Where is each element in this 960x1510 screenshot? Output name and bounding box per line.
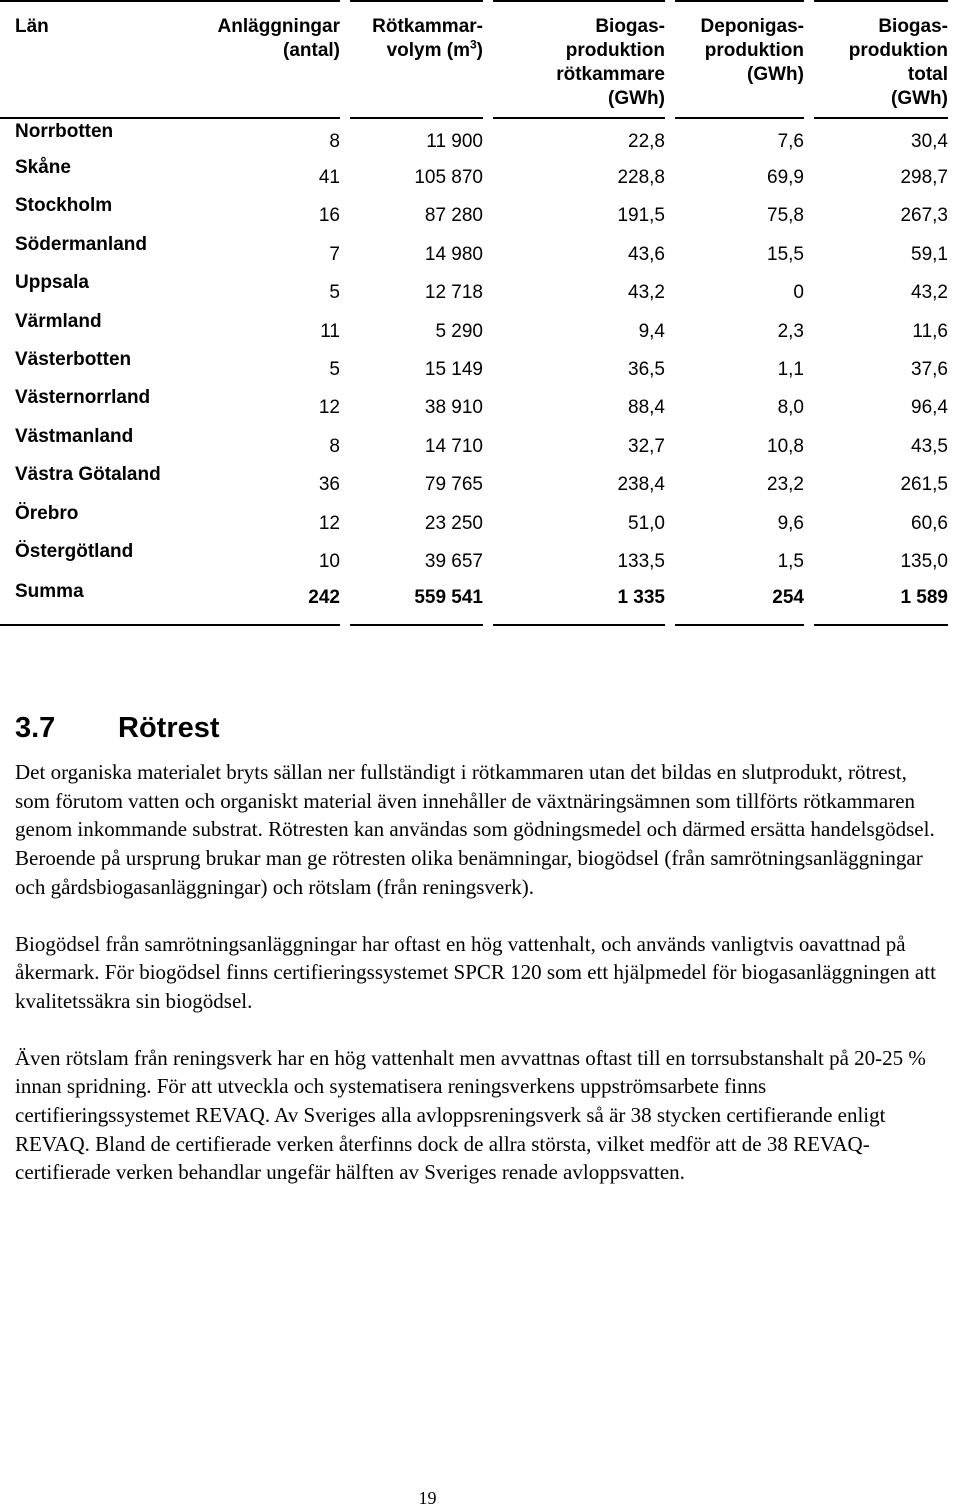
cell-deponigas: 9,6 (777, 512, 804, 534)
cell-biogas-total: 37,6 (911, 358, 948, 380)
cell-anlaggningar: 36 (318, 474, 340, 496)
section-number: 3.7 (15, 712, 56, 744)
cell-biogas-total: 43,2 (911, 282, 948, 304)
cell-volym: 105 870 (414, 167, 483, 188)
cell-deponigas: 2,3 (777, 320, 804, 342)
cell-lan: Uppsala (15, 272, 89, 294)
cell-biogas-total: 59,1 (911, 243, 948, 265)
cell-lan: Västmanland (15, 425, 134, 447)
cell-biogas-rotkammare: 43,6 (628, 243, 665, 265)
cell-biogas-total: 298,7 (900, 167, 948, 188)
cell-volym: 14 710 (424, 435, 483, 457)
cell-lan: Västra Götaland (15, 464, 161, 486)
header-biogas-total: Biogas- produktion total (GWh) (814, 1, 948, 118)
cell-lan: Skåne (15, 157, 71, 178)
cell-biogas-rotkammare: 22,8 (628, 131, 665, 152)
cell-biogas-rotkammare: 228,8 (617, 167, 665, 188)
cell-volym: 38 910 (424, 397, 483, 419)
cell-biogas-total: 135,0 (900, 550, 948, 572)
cell-anlaggningar: 11 (320, 320, 340, 342)
cell-biogas-total: 261,5 (900, 474, 948, 496)
paragraph: Biogödsel från samrötningsanläggningar har oftast en hög vattenhalt, och används vanligtvis oavattnad på åkermark. För biogödsel finns certifieringssystemet SPCR 120 som ett hjälpmedel för biogasanläggningen att kvalitetssäkra sin biogödsel. (15, 931, 936, 1013)
cell-deponigas: 8,0 (777, 397, 804, 419)
cell-biogas-total: 11,6 (912, 320, 948, 342)
summary-volym: 559 541 (350, 587, 483, 627)
cell-biogas-total: 96,4 (911, 397, 948, 419)
cell-lan: Stockholm (15, 195, 113, 217)
cell-anlaggningar: 8 (329, 435, 340, 457)
cell-anlaggningar: 8 (329, 131, 340, 152)
cell-deponigas: 7,6 (777, 131, 804, 152)
cell-deponigas: 10,8 (767, 435, 804, 457)
cell-lan: Västerbotten (15, 348, 132, 370)
cell-deponigas: 23,2 (767, 474, 804, 496)
cell-lan: Örebro (15, 502, 79, 524)
cell-anlaggningar: 41 (318, 167, 340, 188)
paragraph: Det organiska materialet bryts sällan ner fullständigt i rötkammaren utan det bildas en slutprodukt, rötrest, som förutom vatten och organiskt material även innehåller de växtnäringsämnen som tillförts rötkammaren genom inkommande substrat. Rötresten kan användas som gödningsmedel och därmed ersätta handelsgödsel. Beroende på ursprung brukar man ge rötresten olika benämningar, biogödsel (från samrötningsanläggningar och gårdsbiogasanläggningar) och rötslam (från reningsverk). (15, 760, 935, 899)
cell-volym: 15 149 (424, 358, 483, 380)
section-rotrest (15, 708, 945, 1215)
cell-anlaggningar: 16 (318, 205, 340, 227)
cell-lan: Västernorrland (15, 387, 151, 409)
cell-deponigas: 75,8 (767, 205, 804, 227)
cell-deponigas: 0 (793, 282, 804, 304)
cell-biogas-rotkammare: 43,2 (628, 282, 665, 304)
cell-volym: 23 250 (424, 512, 483, 534)
section-heading (15, 708, 945, 748)
paragraph: Även rötslam från reningsverk har en hög vattenhalt men avvattnas oftast till en torrsubstanshalt på 20-25 % innan spridning. För att utveckla och systematisera reningsverkens uppströmsarbete finns certifieringssystemet REVAQ. Av Sveriges alla avloppsreningsverk så är 38 stycken certifierande enligt REVAQ. Bland de certifierade verken återfinns dock de allra största, vilket medför att de 38 REVAQ-certifierade verken behandlar ungefär hälften av Sveriges renade avloppsvatten. (15, 1045, 926, 1185)
cell-deponigas: 1,1 (777, 358, 804, 380)
cell-biogas-total: 43,5 (911, 435, 948, 457)
cell-volym: 12 718 (424, 282, 483, 304)
header-lan: Län (0, 1, 185, 118)
table-body (0, 118, 958, 585)
biogas-production-table (0, 0, 958, 626)
cell-lan: Värmland (15, 310, 102, 332)
cell-volym: 79 765 (424, 474, 483, 496)
cell-volym: 14 980 (424, 243, 483, 265)
cell-deponigas: 15,5 (767, 243, 804, 265)
cell-anlaggningar: 12 (318, 397, 340, 419)
cell-anlaggningar: 5 (329, 358, 340, 380)
biogas-table-container (0, 0, 958, 626)
cell-lan: Östergötland (15, 540, 134, 562)
header-biogas-rotkammare: Biogas- produktion rötkammare (GWh) (493, 1, 665, 118)
page-number: 19 (418, 1488, 437, 1508)
summary-anlaggningar: 242 (185, 587, 340, 627)
header-deponigas: Deponigas- produktion (GWh) (675, 1, 804, 118)
summary-deponigas: 254 (675, 587, 804, 627)
cell-biogas-total: 30,4 (911, 131, 948, 152)
cell-volym: 39 657 (424, 550, 483, 572)
cell-volym: 87 280 (424, 205, 483, 227)
cell-deponigas: 69,9 (767, 167, 804, 188)
header-rotkammarvolym: Rötkammar- volym $(m^3)$ (350, 1, 483, 118)
cell-lan: Norrbotten (15, 121, 114, 142)
cell-biogas-rotkammare: 32,7 (628, 435, 665, 457)
cell-anlaggningar: 12 (318, 512, 340, 534)
cell-deponigas: 1,5 (777, 550, 804, 572)
table-header-row (0, 1, 958, 118)
cell-biogas-rotkammare: 36,5 (628, 358, 665, 380)
cell-biogas-total: 60,6 (911, 512, 948, 534)
cell-volym: 11 900 (426, 131, 483, 152)
cell-biogas-rotkammare: 88,4 (628, 397, 665, 419)
header-anlaggningar: Anläggningar (antal) (185, 1, 340, 118)
summary-biogas-rotkammare: 1 335 (493, 587, 665, 627)
cell-biogas-rotkammare: 238,4 (617, 474, 665, 496)
summary-biogas-total: 1 589 (814, 587, 948, 627)
table-row (0, 547, 958, 585)
cell-biogas-total: 267,3 (900, 205, 948, 227)
cell-anlaggningar: 10 (318, 550, 340, 572)
cell-biogas-rotkammare: 51,0 (628, 512, 665, 534)
cell-anlaggningar: 5 (329, 282, 340, 304)
cell-anlaggningar: 7 (329, 243, 340, 265)
section-title: Rötrest (118, 712, 220, 744)
cell-volym: 5 290 (435, 320, 483, 342)
cell-biogas-rotkammare: 9,4 (638, 320, 665, 342)
summary-label: Summa (0, 581, 185, 621)
cell-lan: Södermanland (15, 233, 147, 255)
cell-biogas-rotkammare: 191,5 (617, 205, 665, 227)
cell-biogas-rotkammare: 133,5 (617, 550, 665, 572)
table-summary-row (0, 585, 958, 625)
